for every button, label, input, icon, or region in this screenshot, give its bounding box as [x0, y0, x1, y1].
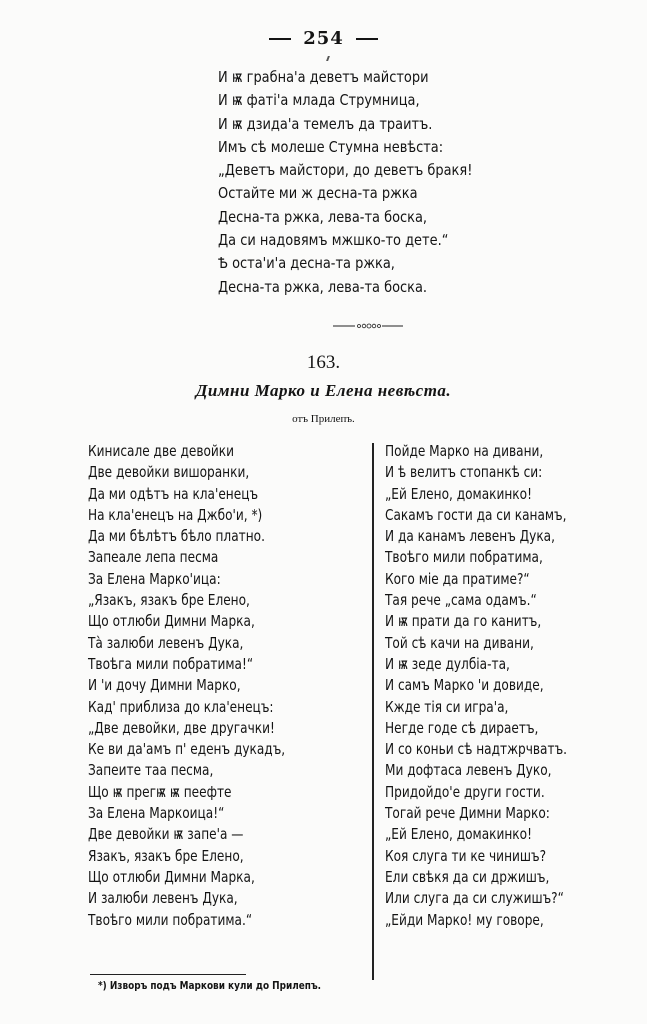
- verse-line: Запеите таа песма,: [88, 761, 214, 780]
- verse-line: На кла'енецъ на Джбо'и, *): [88, 505, 263, 524]
- verse-line: „Ейди Марко! му говоре,: [385, 910, 544, 929]
- verse-line: Тая рече „сама одамъ.“: [385, 591, 537, 610]
- verse-line: Две девойки вишоранки,: [88, 463, 250, 482]
- verse-line: Кжде тія си игра'а,: [385, 697, 509, 716]
- verse-line: И самъ Марко 'и довиде,: [385, 676, 544, 695]
- verse-line: И да канамъ левенъ Дука,: [385, 527, 555, 546]
- verse-line: За Елена Маркоица!“: [88, 804, 225, 823]
- verse-line: Твоѣго мили побратима.“: [88, 910, 253, 929]
- song-right-column: [385, 441, 567, 931]
- verse-line: И залюби левенъ Дука,: [88, 889, 238, 908]
- verse-line: Кинисале две девойки: [88, 442, 235, 460]
- verse-line: Или слуга да си служишъ?“: [385, 889, 564, 908]
- verse-line: Тогай рече Димни Марко:: [385, 804, 550, 823]
- verse-line: Остайте ми ж десна-та ржка: [218, 184, 418, 203]
- verse-line: „Язакъ, язакъ бре Елено,: [88, 591, 250, 610]
- verse-line: Що отлюби Димни Марка,: [88, 867, 255, 886]
- verse-line: Що ѭ прегѭ ѭ пеефте: [88, 782, 232, 801]
- verse-line: И ѭ зеде дулбіа-та,: [385, 654, 510, 673]
- verse-line: Ели свѣкя да си држишъ,: [385, 867, 550, 886]
- verse-line: Две девойки ѭ запе'а —: [88, 825, 244, 844]
- verse-line: Пойде Марко на дивани,: [385, 442, 544, 460]
- verse-line: Той сѣ качи на дивани,: [385, 633, 534, 652]
- verse-line: Десна-та ржка, лева-та боска,: [218, 207, 428, 226]
- verse-line: Кого міе да пратиме?“: [385, 569, 530, 588]
- verse-line: Десна-та ржка, лева-та боска.: [218, 277, 428, 296]
- verse-line: Ке ви да'амъ п' еденъ дукадъ,: [88, 740, 286, 759]
- song-origin: отъ Прилепъ.: [292, 413, 355, 425]
- verse-line: Тà залюби левенъ Дука,: [88, 633, 244, 652]
- page-header: [0, 28, 647, 49]
- verse-line: Твоѣго мили побратима,: [385, 548, 543, 567]
- verse-line: За Елена Марко'ица:: [88, 569, 221, 588]
- verse-line: Имъ сѣ молеше Стумна невѣста:: [218, 137, 444, 156]
- verse-line: Негде годе сѣ дираетъ,: [385, 718, 539, 737]
- song-number: 163.: [306, 352, 341, 373]
- verse-line: Кад' приблиза до кла'енецъ:: [88, 697, 274, 716]
- verse-line: Да ми одѣтъ на кла'енецъ: [88, 484, 259, 503]
- footnote-rule: [90, 974, 246, 975]
- verse-line: Коя слуга ти ке чинишъ?: [385, 846, 547, 865]
- verse-line: Запеале лепа песма: [88, 548, 219, 567]
- verse-line: И ѭ дзида'а темелъ да траитъ.: [218, 114, 433, 133]
- verse-line: „Деветъ майстори, до деветъ бракя!: [218, 161, 473, 180]
- song-title: Димни Марко и Елена невѣста.: [195, 381, 452, 400]
- verse-line: И ѣ велитъ стопанкѣ си:: [385, 463, 543, 482]
- header-dash-left: [269, 38, 291, 40]
- verse-line: И ѭ фаті'а млада Струмница,: [218, 91, 420, 110]
- verse-line: И со коньи сѣ надтжрчватъ.: [385, 740, 568, 759]
- verse-line: „Ей Елено, домакинко!: [385, 825, 532, 844]
- verse-line: Придойдо'е други гости.: [385, 782, 545, 801]
- verse-line: Сакамъ гости да си канамъ,: [385, 505, 567, 524]
- verse-line: И ѭ прати да го канитъ,: [385, 612, 542, 631]
- footnote: *) Изворъ подъ Маркови кули до Прилепъ.: [98, 979, 322, 992]
- verse-line: Да ми бѣлѣтъ бѣло платно.: [88, 527, 265, 546]
- top-stanza: [218, 66, 472, 299]
- verse-line: „Ей Елено, домакинко!: [385, 484, 532, 503]
- header-dash-right: [356, 38, 378, 40]
- verse-line: „Две девойки, две другачки!: [88, 718, 275, 737]
- column-divider: [372, 443, 374, 980]
- print-mark: [326, 56, 330, 61]
- verse-line: И ѭ грабна'а деветъ майстори: [218, 68, 429, 86]
- verse-line: Твоѣга мили побратима!“: [88, 654, 254, 673]
- ornament-divider-icon: [333, 323, 403, 329]
- verse-line: Язакъ, язакъ бре Елено,: [88, 846, 244, 865]
- verse-line: Що отлюби Димни Марка,: [88, 612, 255, 631]
- verse-line: Ми дофтаса левенъ Дуко,: [385, 761, 552, 780]
- verse-line: Да си надовямъ мжшко-то дете.“: [218, 231, 449, 250]
- song-left-column: [88, 441, 285, 931]
- verse-line: Ѣ оста'и'а десна-та ржка,: [218, 254, 395, 273]
- page-number: 254: [303, 28, 344, 49]
- verse-line: И 'и дочу Димни Марко,: [88, 676, 241, 695]
